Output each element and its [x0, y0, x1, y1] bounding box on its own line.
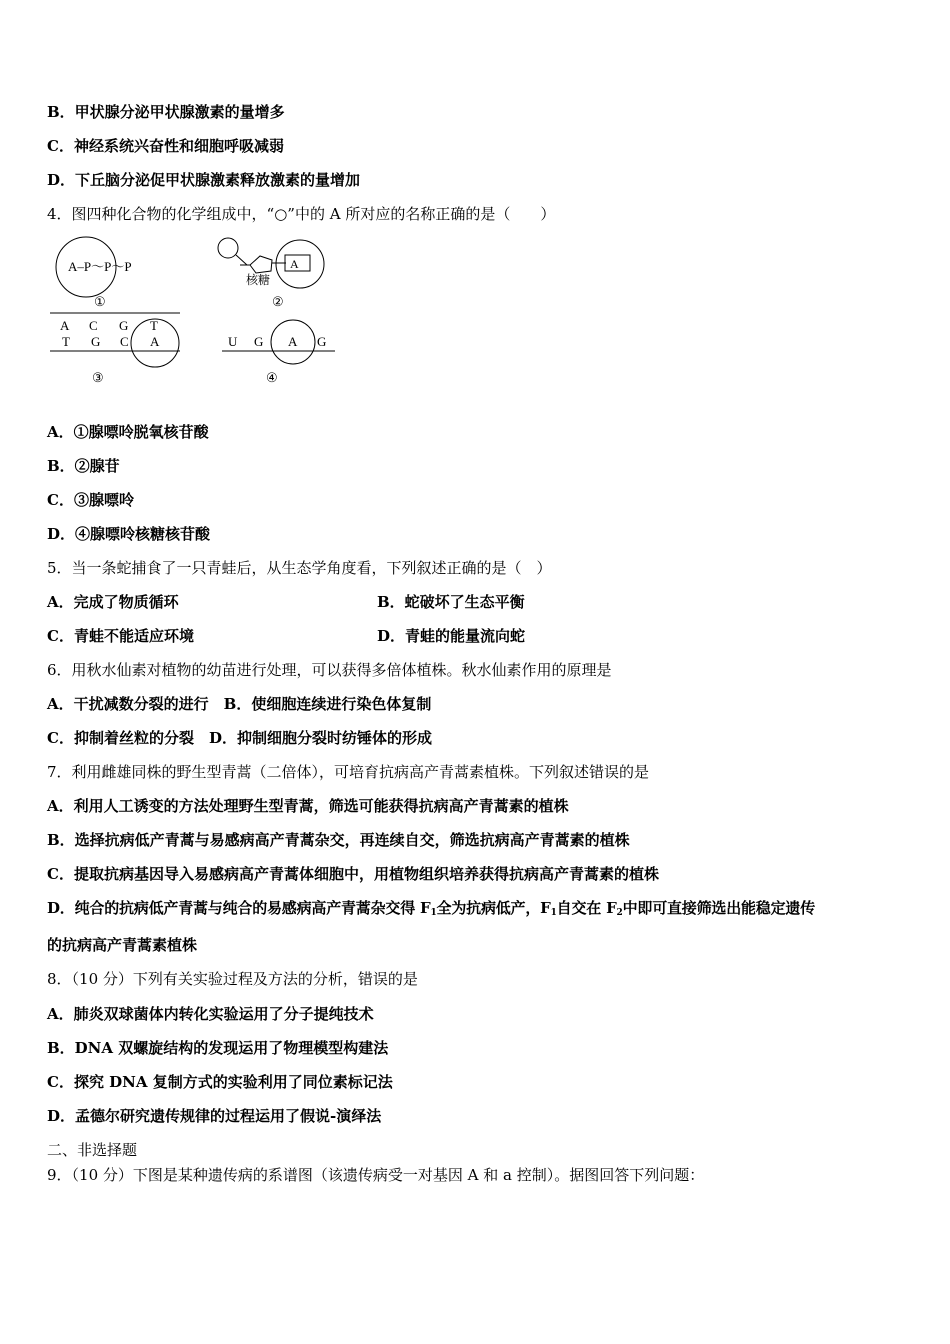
- q4-option-a: A．①腺嘌呤脱氧核苷酸: [47, 423, 209, 441]
- f4-base-1: G: [254, 334, 264, 349]
- f1-label: ①: [94, 294, 106, 309]
- f2-base: A: [290, 257, 299, 271]
- q5-option-c: C．青蛙不能适应环境: [47, 627, 194, 645]
- f3-bottom-2: C: [120, 334, 129, 349]
- f3-top-1: C: [89, 318, 98, 333]
- q4-option-c: C．③腺嘌呤: [47, 491, 134, 509]
- f2-sugar-label: 核糖: [246, 273, 271, 287]
- f4-label: ④: [266, 370, 278, 385]
- f3-bottom-3: A: [150, 334, 160, 349]
- q7-option-d-cont: 的抗病高产青蒿素植株: [47, 936, 198, 954]
- f2-label: ②: [272, 294, 284, 309]
- f3-top-3: T: [150, 318, 158, 333]
- q6-options-line2: C．抑制着丝粒的分裂 D．抑制细胞分裂时纺锤体的形成: [47, 729, 432, 747]
- f2-phosphate: [218, 238, 238, 258]
- q8-option-d: D．孟德尔研究遗传规律的过程运用了假说-演绎法: [47, 1107, 382, 1125]
- q7-option-d: D．纯合的抗病低产青蒿与纯合的易感病高产青蒿杂交得 $F_1$全为抗病低产，$F_1$自交在 $F_2$中即可直接筛选出能稳定遗传: [47, 899, 816, 918]
- f2-circle: [276, 240, 324, 288]
- f3-bottom-0: T: [62, 334, 70, 349]
- q8-option-a: A．肺炎双球菌体内转化实验运用了分子提纯技术: [47, 1005, 374, 1023]
- q8-option-b: B．DNA 双螺旋结构的发现运用了物理模型构建法: [47, 1039, 389, 1057]
- q7-option-b: B．选择抗病低产青蒿与易感病高产青蒿杂交，再连续自交，筛选抗病高产青蒿素的植株: [47, 831, 630, 849]
- q4-stem: 4．图四种化合物的化学组成中，“○”中的 A 所对应的名称正确的是（ ）: [47, 205, 556, 223]
- q5-option-a: A．完成了物质循环: [47, 593, 179, 611]
- f3-label: ③: [92, 370, 104, 385]
- q6-options-line1: A．干扰减数分裂的进行 B．使细胞连续进行染色体复制: [47, 695, 432, 713]
- q3-option-c: C．神经系统兴奋性和细胞呼吸减弱: [47, 137, 284, 155]
- q8-stem: 8．（10 分）下列有关实验过程及方法的分析，错误的是: [47, 970, 418, 988]
- f1-text: A–P～P～P: [68, 259, 132, 274]
- q7-option-c: C．提取抗病基因导入易感病高产青蒿体细胞中，用植物组织培养获得抗病高产青蒿素的植株: [47, 865, 659, 883]
- q4-option-b: B．②腺苷: [47, 457, 120, 475]
- q4-figure: [40, 232, 350, 392]
- q3-option-b: B．甲状腺分泌甲状腺激素的量增多: [47, 103, 285, 121]
- q5-stem: 5．当一条蛇捕食了一只青蛙后，从生态学角度看，下列叙述正确的是（ ）: [47, 559, 552, 577]
- f4-base-2: A: [288, 334, 298, 349]
- f2-sugar-pentagon: [250, 256, 272, 273]
- q4-option-d: D．④腺嘌呤核糖核苷酸: [47, 525, 211, 543]
- q5-option-d: D．青蛙的能量流向蛇: [377, 627, 526, 645]
- section-heading: 二、非选择题: [47, 1141, 138, 1159]
- q3-option-d: D．下丘脑分泌促甲状腺激素释放激素的量增加: [47, 171, 361, 189]
- q5-option-b: B．蛇破坏了生态平衡: [377, 593, 525, 611]
- q8-option-c: C．探究 DNA 复制方式的实验利用了同位素标记法: [47, 1073, 393, 1091]
- f3-top-0: A: [60, 318, 70, 333]
- f3-bottom-1: G: [91, 334, 101, 349]
- q9-stem: 9．（10 分）下图是某种遗传病的系谱图（该遗传病受一对基因 A 和 a 控制）。据图回答下列问题：: [47, 1166, 705, 1184]
- f4-base-0: U: [228, 334, 238, 349]
- q6-stem: 6．用秋水仙素对植物的幼苗进行处理，可以获得多倍体植株。秋水仙素作用的原理是: [47, 661, 612, 679]
- f4-base-3: G: [317, 334, 327, 349]
- q7-option-a: A．利用人工诱变的方法处理野生型青蒿，筛选可能获得抗病高产青蒿素的植株: [47, 797, 569, 815]
- q7-stem: 7．利用雌雄同株的野生型青蒿（二倍体），可培育抗病高产青蒿素植株。下列叙述错误的是: [47, 763, 650, 781]
- f3-top-2: G: [119, 318, 129, 333]
